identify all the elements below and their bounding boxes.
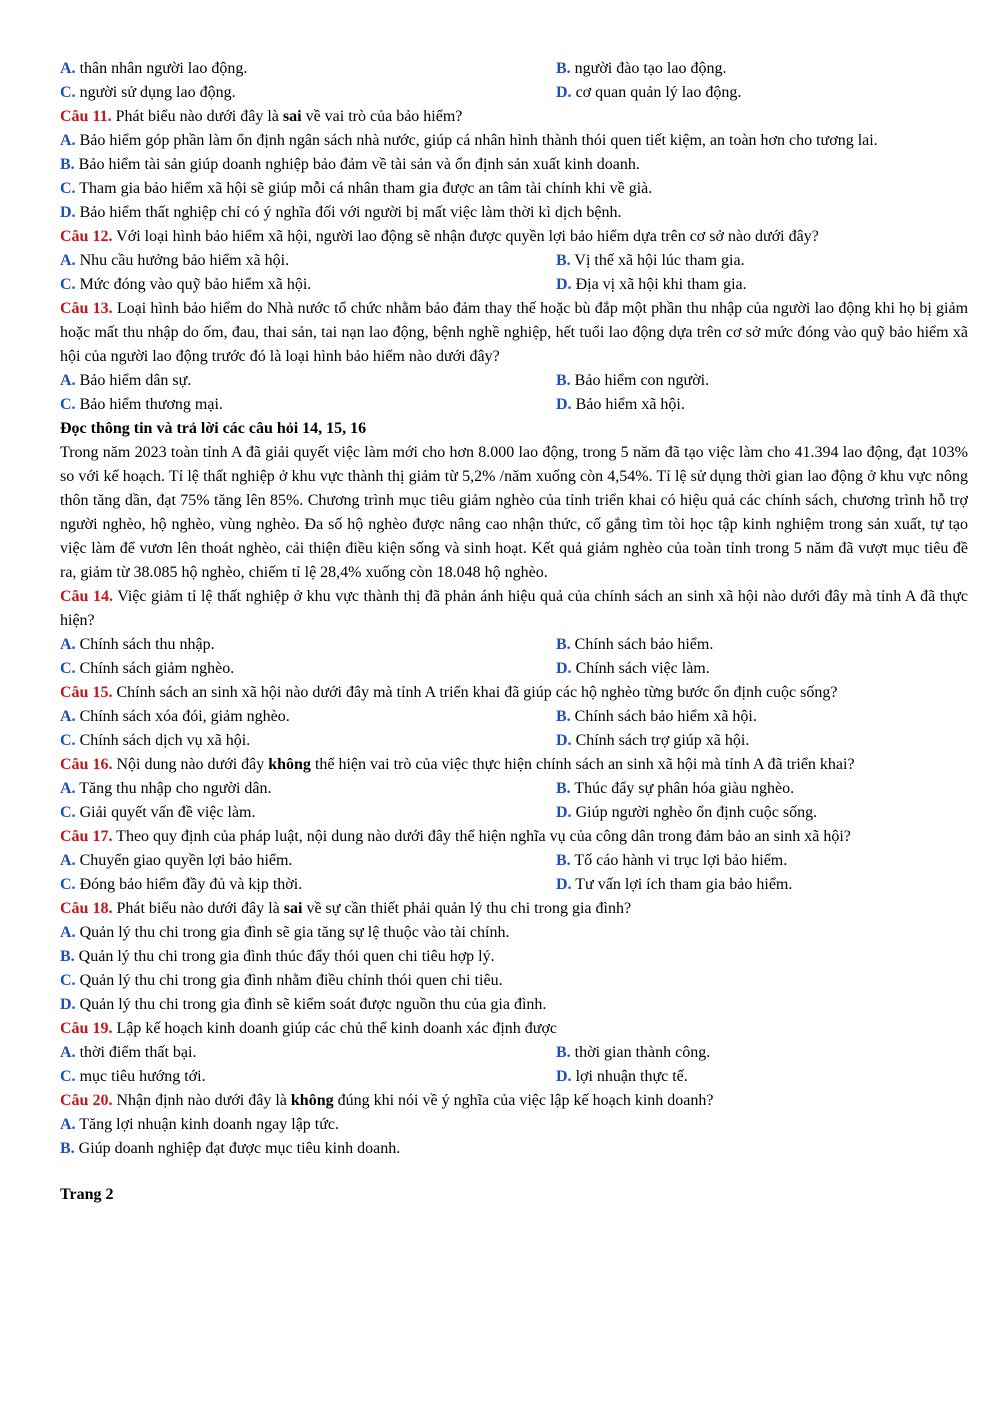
q10-option-b: B. người đào tạo lao động.: [556, 60, 727, 77]
exam-page: [60, 57, 968, 1207]
q13-option-d: D. Bảo hiểm xã hội.: [556, 396, 685, 413]
q13-option-a: A. Bảo hiểm dân sự.: [60, 372, 192, 389]
question-11: Câu 11. Phát biểu nào dưới đây là sai về vai trò của bảo hiểm?: [60, 108, 463, 125]
q14-option-a: A. Chính sách thu nhập.: [60, 636, 215, 653]
q19-options-row-1: [60, 1041, 968, 1065]
q19-option-a: A. thời điểm thất bại.: [60, 1044, 197, 1061]
q12-options-row-1: [60, 249, 968, 273]
q11-option-a: A. Bảo hiểm góp phần làm ổn định ngân sách nhà nước, giúp cá nhân hình thành thói quen tiết kiệm, an toàn hơn cho tương lai.: [60, 132, 878, 149]
q17-options-row-1: [60, 849, 968, 873]
question-12: Câu 12. Với loại hình bảo hiểm xã hội, người lao động sẽ nhận được quyền lợi bảo hiểm dựa trên cơ sở nào dưới đây?: [60, 228, 819, 245]
q16-option-c: C. Giải quyết vấn đề việc làm.: [60, 804, 256, 821]
q20-option-b: B. Giúp doanh nghiệp đạt được mục tiêu kinh doanh.: [60, 1140, 401, 1157]
q13-option-b: B. Bảo hiểm con người.: [556, 372, 710, 389]
section-heading: Đọc thông tin và trả lời các câu hỏi 14, 15, 16: [60, 420, 367, 437]
question-13: Câu 13. Loại hình bảo hiểm do Nhà nước tổ chức nhằm bảo đảm thay thế hoặc bù đắp một phần thu nhập của người lao động khi họ bị giảm hoặc mất thu nhập do ốm, đau, thai sản, tai nạn lao động, bệnh nghề nghiệp, hết tuổi lao động dựa trên cơ sở mức đóng vào quỹ bảo hiểm xã hội của người lao động trước đó là loại hình bảo hiểm nào dưới đây?: [60, 300, 969, 365]
q16-option-a: A. Tăng thu nhập cho người dân.: [60, 780, 272, 797]
q19-option-d: D. lợi nhuận thực tế.: [556, 1068, 688, 1085]
question-19: Câu 19. Lập kế hoạch kinh doanh giúp các chủ thể kinh doanh xác định được: [60, 1020, 558, 1037]
q18-option-c: C. Quản lý thu chi trong gia đình nhằm điều chỉnh thói quen chi tiêu.: [60, 972, 503, 989]
q16-options-row-1: [60, 777, 968, 801]
q10-option-a: A. thân nhân người lao động.: [60, 60, 248, 77]
q10-option-d: D. cơ quan quản lý lao động.: [556, 84, 742, 101]
q17-option-c: C. Đóng bảo hiểm đầy đủ và kịp thời.: [60, 876, 303, 893]
q12-option-c: C. Mức đóng vào quỹ bảo hiểm xã hội.: [60, 276, 312, 293]
q14-options-row-2: [60, 657, 968, 681]
q16-option-d: D. Giúp người nghèo ổn định cuộc sống.: [556, 804, 818, 821]
question-16: Câu 16. Nội dung nào dưới đây không thể hiện vai trò của việc thực hiện chính sách an sinh xã hội mà tỉnh A đã triển khai?: [60, 756, 855, 773]
q15-option-c: C. Chính sách dịch vụ xã hội.: [60, 732, 251, 749]
q17-options-row-2: [60, 873, 968, 897]
q16-options-row-2: [60, 801, 968, 825]
q13-option-c: C. Bảo hiểm thương mại.: [60, 396, 223, 413]
question-17: Câu 17. Theo quy định của pháp luật, nội dung nào dưới đây thể hiện nghĩa vụ của công dân trong đảm bảo an sinh xã hội?: [60, 828, 851, 845]
q15-option-d: D. Chính sách trợ giúp xã hội.: [556, 732, 750, 749]
q14-option-c: C. Chính sách giảm nghèo.: [60, 660, 235, 677]
q10-options-row-1: [60, 57, 968, 81]
q12-option-a: A. Nhu cầu hưởng bảo hiểm xã hội.: [60, 252, 290, 269]
q15-option-a: A. Chính sách xóa đói, giảm nghèo.: [60, 708, 290, 725]
q12-option-d: D. Địa vị xã hội khi tham gia.: [556, 276, 747, 293]
q20-option-a: A. Tăng lợi nhuận kinh doanh ngay lập tức.: [60, 1116, 340, 1133]
question-15: Câu 15. Chính sách an sinh xã hội nào dưới đây mà tỉnh A triển khai đã giúp các hộ nghèo từng bước ổn định cuộc sống?: [60, 684, 838, 701]
reading-passage: Trong năm 2023 toàn tỉnh A đã giải quyết việc làm mới cho hơn 8.000 lao động, trong 5 năm đã tạo việc làm cho 41.394 lao động, đạt 103% so với kế hoạch. Tỉ lệ thất nghiệp ở khu vực thành thị giảm từ 5,2% /năm xuống còn 4,54%. Tỉ lệ sử dụng thời gian lao động ở khu vực nông thôn tăng dần, đạt 75% tăng lên 85%. Chương trình mục tiêu giảm nghèo của tỉnh triển khai có hiệu quả các chính sách, chương trình hỗ trợ người nghèo, hộ nghèo, vùng nghèo. Đa số hộ nghèo được nâng cao nhận thức, cố gắng tìm tòi học tập kinh nghiệm trong sản xuất, tự tạo việc làm để vươn lên thoát nghèo, cải thiện điều kiện sống và sinh hoạt. Kết quả giảm nghèo của toàn tỉnh trong 5 năm đã vượt mục tiêu đề ra, giảm từ 38.085 hộ nghèo, chiếm tỉ lệ 28,4% xuống còn 18.048 hộ nghèo.: [60, 444, 968, 581]
q14-option-b: B. Chính sách bảo hiểm.: [556, 636, 714, 653]
q15-options-row-2: [60, 729, 968, 753]
q19-option-b: B. thời gian thành công.: [556, 1044, 711, 1061]
q16-option-b: B. Thúc đẩy sự phân hóa giàu nghèo.: [556, 780, 795, 797]
question-20: Câu 20. Nhận định nào dưới đây là không đúng khi nói về ý nghĩa của việc lập kế hoạch kinh doanh?: [60, 1092, 714, 1109]
q17-option-d: D. Tư vấn lợi ích tham gia bảo hiểm.: [556, 876, 793, 893]
question-18: Câu 18. Phát biểu nào dưới đây là sai về sự cần thiết phải quản lý thu chi trong gia đình?: [60, 900, 632, 917]
q15-options-row-1: [60, 705, 968, 729]
q10-option-c: C. người sử dụng lao động.: [60, 84, 236, 101]
q10-options-row-2: [60, 81, 968, 105]
q12-options-row-2: [60, 273, 968, 297]
q19-option-c: C. mục tiêu hướng tới.: [60, 1068, 206, 1085]
q14-options-row-1: [60, 633, 968, 657]
q12-option-b: B. Vị thế xã hội lúc tham gia.: [556, 252, 745, 269]
q19-options-row-2: [60, 1065, 968, 1089]
q14-option-d: D. Chính sách việc làm.: [556, 660, 710, 677]
q17-option-a: A. Chuyển giao quyền lợi bảo hiểm.: [60, 852, 293, 869]
q11-option-b: B. Bảo hiểm tài sản giúp doanh nghiệp bảo đảm về tài sản và ổn định sản xuất kinh doanh.: [60, 156, 640, 173]
q11-option-c: C. Tham gia bảo hiểm xã hội sẽ giúp mỗi cá nhân tham gia được an tâm tài chính khi về già.: [60, 180, 653, 197]
q18-option-d: D. Quản lý thu chi trong gia đình sẽ kiểm soát được nguồn thu của gia đình.: [60, 996, 547, 1013]
q13-options-row-1: [60, 369, 968, 393]
q15-option-b: B. Chính sách bảo hiểm xã hội.: [556, 708, 757, 725]
q17-option-b: B. Tố cáo hành vi trục lợi bảo hiểm.: [556, 852, 788, 869]
q18-option-b: B. Quản lý thu chi trong gia đình thúc đẩy thói quen chi tiêu hợp lý.: [60, 948, 495, 965]
page-number: Trang 2: [60, 1186, 114, 1203]
question-14: Câu 14. Việc giảm tỉ lệ thất nghiệp ở khu vực thành thị đã phản ánh hiệu quả của chính sách an sinh xã hội nào dưới đây mà tỉnh A đã thực hiện?: [60, 588, 968, 629]
q13-options-row-2: [60, 393, 968, 417]
q18-option-a: A. Quản lý thu chi trong gia đình sẽ gia tăng sự lệ thuộc vào tài chính.: [60, 924, 510, 941]
q11-option-d: D. Bảo hiểm thất nghiệp chỉ có ý nghĩa đối với người bị mất việc làm thời kì dịch bệnh.: [60, 204, 622, 221]
